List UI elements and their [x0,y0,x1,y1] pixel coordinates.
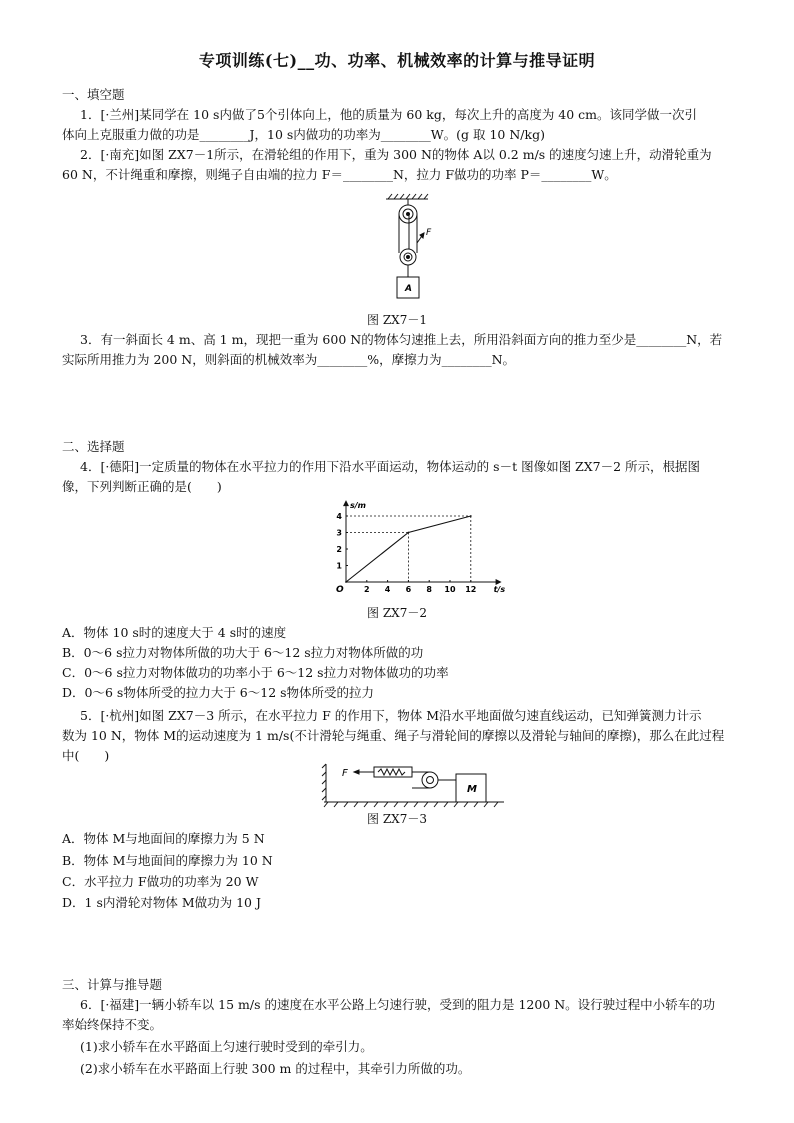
y-axis-label: s/m [350,501,367,511]
q5-option-a: A．物体 M与地面间的摩擦力为 5 N [62,831,265,846]
section-choice-heading: 二、选择题 [62,439,125,454]
q6-sub2: (2)求小轿车在水平路面上行驶 300 m 的过程中，其牵引力所做的功。 [80,1061,471,1076]
st-chart [326,500,506,600]
figure-caption-zx7-2: 图 ZX7－2 [367,606,427,620]
section-calc-heading: 三、计算与推导题 [62,977,163,992]
y-tick-label: 1 [336,561,342,571]
ground-hatch [324,802,498,807]
x-tick-label: 2 [364,585,370,594]
y-tick-label: 3 [336,528,342,538]
x-tick-label: 12 [465,585,477,594]
q6-line1: 6．[·福建]一辆小轿车以 15 m/s 的速度在水平公路上匀速行驶，受到的阻力是 1200 N。设行驶过程中小轿车的功 [80,997,716,1012]
q5-line3: 中( ) [62,748,110,763]
data-point [345,581,347,583]
figure-caption-zx7-1: 图 ZX7－1 [367,313,427,327]
q6-line2: 率始终保持不变。 [62,1017,163,1032]
label-A: A [405,284,412,294]
y-tick-label: 2 [336,545,342,554]
x-axis-label: t/s [493,585,506,594]
x-tick-label: 8 [426,585,432,594]
data-point [408,532,410,534]
x-tick-label: 4 [384,585,391,594]
page-title: 专项训练(七)__功、功率、机械效率的计算与推导证明 [198,51,596,70]
label-M: M [467,784,477,795]
q5-line1: 5．[·杭州]如图 ZX7－3 所示，在水平拉力 F 的作用下，物体 M沿水平地面做匀速直线运动，已知弹簧测力计示 [80,708,702,723]
q3-line1: 3．有一斜面长 4 m、高 1 m，现把一重为 600 N的物体匀速推上去，所用沿斜面方向的推力至少是________N，若 [80,332,723,347]
pulley [422,772,438,788]
label-F-2: F [342,768,348,779]
q5-option-b: B．物体 M与地面间的摩擦力为 10 N [62,853,273,868]
spring-scale-figure-zx7-3 [318,760,506,808]
q1-line1: 1．[·兰州]某同学在 10 s内做了5个引体向上，他的质量为 60 kg，每次上升的高度为 40 cm。该同学做一次引 [80,107,698,122]
q5-option-d: D．1 s内滑轮对物体 M做功为 10 J [62,895,261,910]
data-point [470,515,472,517]
q5-line2: 数为 10 N，物体 M的运动速度为 1 m/s(不计滑轮与绳重、绳子与滑轮间的摩擦以及滑轮与轴间的摩擦)，那么在此过程 [62,728,725,743]
pulley-figure-zx7-1 [376,193,436,305]
q2-line1: 2．[·南充]如图 ZX7－1所示，在滑轮组的作用下，重为 300 N的物体 A以 0.2 m/s 的速度匀速上升，动滑轮重为 [80,147,712,162]
q4-line1: 4．[·德阳]一定质量的物体在水平拉力的作用下沿水平面运动，物体运动的 s－t 图像如图 ZX7－2 所示，根据图 [80,459,701,474]
q4-option-a: A．物体 10 s时的速度大于 4 s时的速度 [62,625,287,640]
q4-option-c: C．0～6 s拉力对物体做功的功率小于 6～12 s拉力对物体做功的功率 [62,665,449,680]
q4-option-d: D．0～6 s物体所受的拉力大于 6～12 s物体所受的拉力 [62,685,375,700]
q1-line2: 体向上克服重力做的功是________J，10 s内做功的功率为________W。(g 取 10 N/kg) [62,127,545,142]
q4-line2: 像，下列判断正确的是( ) [62,479,222,494]
q3-line2: 实际所用推力为 200 N，则斜面的机械效率为________%，摩擦力为________N。 [62,352,516,367]
label-F: F [426,228,432,238]
ceiling-hatch [388,194,428,199]
q2-line2: 60 N，不计绳重和摩擦，则绳子自由端的拉力 F＝________N，拉力 F做功的功率 P＝________W。 [62,167,617,182]
x-tick-label: 10 [444,585,456,594]
q4-option-b: B．0～6 s拉力对物体所做的功大于 6～12 s拉力对物体所做的功 [62,645,424,660]
q5-option-c: C．水平拉力 F做功的功率为 20 W [62,874,259,889]
q6-sub1: (1)求小轿车在水平路面上匀速行驶时受到的牵引力。 [80,1039,373,1054]
x-tick-label: 6 [405,585,412,594]
origin-label: O [336,585,344,595]
y-axis-arrow [343,500,349,506]
figure-caption-zx7-3: 图 ZX7－3 [367,812,427,826]
section-fill-heading: 一、填空题 [62,87,125,102]
y-tick-label: 4 [336,512,342,521]
